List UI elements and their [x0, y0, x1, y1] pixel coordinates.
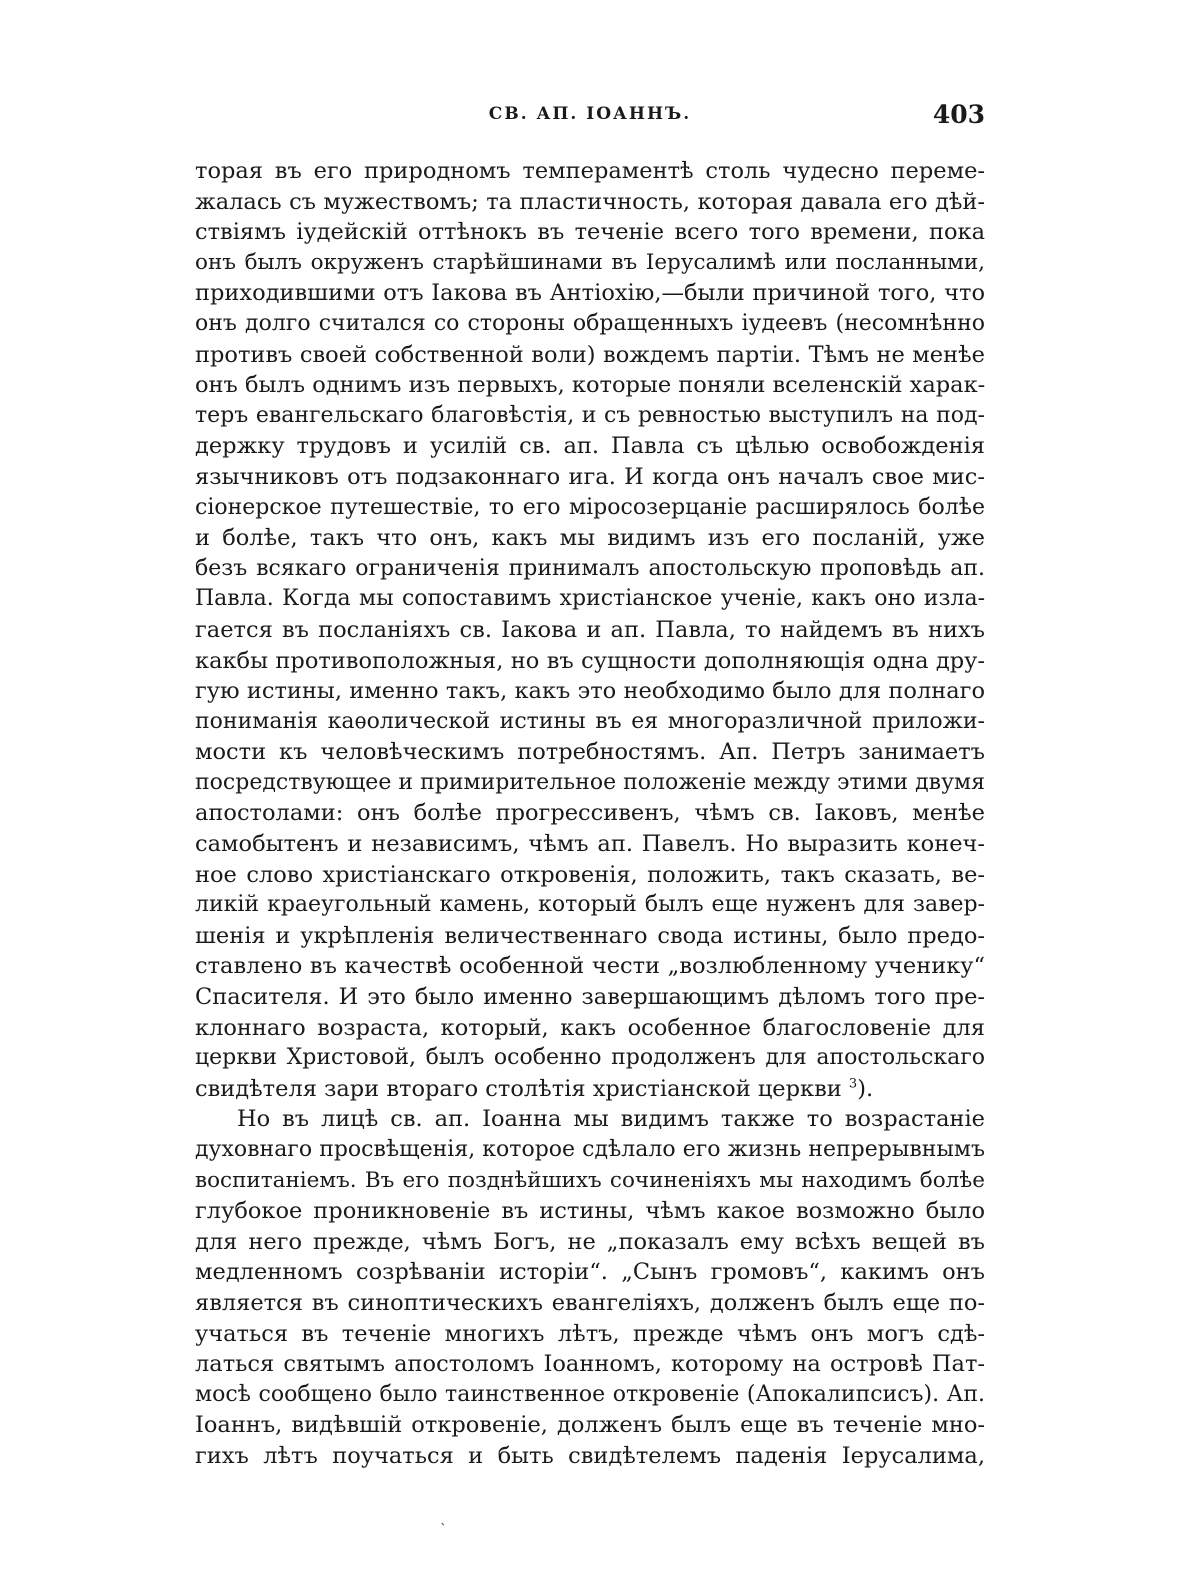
- page-number: 403: [932, 100, 985, 129]
- text-line: клоннаго возраста, который, какъ особенное благословеніе для: [195, 1014, 985, 1041]
- text-line: теръ евангельскаго благовѣстія, и съ ревностью выступилъ на под-: [195, 402, 985, 428]
- text-line: шенія и укрѣпленія величественнаго свода истины, было предо-: [195, 922, 985, 949]
- text-line: язычниковъ отъ подзаконнаго ига. И когда онъ началъ свое мис-: [195, 463, 985, 490]
- text-line: латься святымъ апостоломъ Іоанномъ, которому на островѣ Пат-: [195, 1351, 985, 1378]
- text-line: Спасителя. И это было именно завершающимъ дѣломъ того пре-: [195, 984, 985, 1011]
- text-line: Павла. Когда мы сопоставимъ христіанское ученіе, какъ оно изла-: [195, 586, 985, 612]
- text-line: ликій краеугольный камень, который былъ еще нуженъ для завер-: [195, 892, 985, 918]
- text-line: медленномъ созрѣваніи исторіи“. „Сынъ громовъ“, какимъ онъ: [195, 1259, 985, 1286]
- text-line: посредствующее и примирительное положеніе между этими двумя: [195, 769, 985, 795]
- footnote-reference: 3: [848, 1076, 858, 1092]
- running-head: [195, 100, 985, 136]
- text-line: приходившими отъ Іакова въ Антіохію,—были причиной того, что: [195, 280, 985, 307]
- text-line: онъ былъ однимъ изъ первыхъ, которые поняли вселенскій харак-: [195, 372, 986, 399]
- text-line: держку трудовъ и усилій св. ап. Павла съ цѣлью освобожденія: [195, 433, 985, 460]
- text-line: пониманія каѳолической истины въ ея многоразличной приложи-: [195, 708, 985, 734]
- text-line: воспитаніемъ. Въ его позднѣйшихъ сочиненіяхъ мы находимъ болѣе: [195, 1167, 985, 1193]
- text-line: мосѣ сообщено было таинственное откровеніе (Апокалипсисъ). Ап.: [195, 1381, 985, 1407]
- stray-ink-mark: `: [440, 1522, 447, 1538]
- text-line: церкви Христовой, былъ особенно продолженъ для апостольскаго: [195, 1045, 985, 1071]
- text-line: мости къ человѣческимъ потребностямъ. Ап. Петръ занимаетъ: [195, 739, 985, 766]
- last-line-end: ).: [857, 1075, 874, 1102]
- text-line: духовнаго просвѣщенія, которое сдѣлало его жизнь непрерывнымъ: [195, 1137, 985, 1162]
- text-line: апостолами: онъ болѣе прогрессивенъ, чѣмъ св. Іаковъ, менѣе: [195, 800, 985, 827]
- text-line: самобытенъ и независимъ, чѣмъ ап. Павелъ. Но выразить конеч-: [195, 831, 985, 858]
- text-line: ное слово христіанскаго откровенія, положить, такъ сказать, ве-: [195, 861, 985, 888]
- text-line-last: [195, 1074, 985, 1105]
- last-line-text: свидѣтеля зари втораго столѣтія христіанской церкви: [195, 1075, 842, 1102]
- text-line: глубокое проникновеніе въ истины, чѣмъ какое возможно было: [195, 1198, 985, 1225]
- text-line: гихъ лѣтъ поучаться и быть свидѣтелемъ паденія Іерусалима,: [195, 1442, 985, 1469]
- body-text: [195, 156, 985, 1472]
- text-line: противъ своей собственной воли) вождемъ партіи. Тѣмъ не менѣе: [195, 341, 985, 368]
- text-line: гую истины, именно такъ, какъ это необходимо было для полнаго: [195, 678, 985, 705]
- text-line: гается въ посланіяхъ св. Іакова и ап. Павла, то найдемъ въ нихъ: [195, 616, 985, 643]
- text-line: онъ былъ окруженъ старѣйшинами въ Іерусалимѣ или посланными,: [195, 249, 985, 275]
- text-line: ствіямъ іудейскій оттѣнокъ въ теченіе всего того времени, пока: [195, 219, 985, 246]
- text-line: является въ синоптическихъ евангеліяхъ, долженъ былъ еще по-: [195, 1289, 985, 1316]
- text-line: жалась съ мужествомъ; та пластичность, которая давала его дѣй-: [195, 188, 985, 215]
- text-line: учаться въ теченіе многихъ лѣтъ, прежде чѣмъ онъ могъ сдѣ-: [195, 1320, 985, 1347]
- text-line: безъ всякаго ограниченія принималъ апостольскую проповѣдь ап.: [195, 555, 985, 581]
- paragraph-2: [195, 1104, 985, 1471]
- text-line: и болѣе, такъ что онъ, какъ мы видимъ изъ его посланій, уже: [195, 525, 985, 552]
- text-line: онъ долго считался со стороны обращенныхъ іудеевъ (несомнѣнно: [195, 310, 985, 336]
- text-line: ставлено въ качествѣ особенной чести „возлюбленному ученику“: [195, 953, 985, 980]
- text-line: торая въ его природномъ темпераментѣ столь чудесно переме-: [195, 158, 985, 184]
- running-title: СВ. АП. ІОАННЪ.: [488, 104, 692, 124]
- text-line: сіонерское путешествіе, то его міросозерцаніе расширялось болѣе: [195, 494, 985, 520]
- text-line: Іоаннъ, видѣвшій откровеніе, долженъ былъ еще въ теченіе мно-: [195, 1412, 985, 1439]
- text-line: для него прежде, чѣмъ Богъ, не „показалъ ему всѣхъ вещей въ: [195, 1228, 985, 1255]
- text-line: Но въ лицѣ св. ап. Іоанна мы видимъ также то возрастаніе: [237, 1106, 985, 1133]
- text-line: какбы противоположныя, но въ сущности дополняющія одна дру-: [195, 647, 985, 674]
- paragraph-1: [195, 156, 985, 1104]
